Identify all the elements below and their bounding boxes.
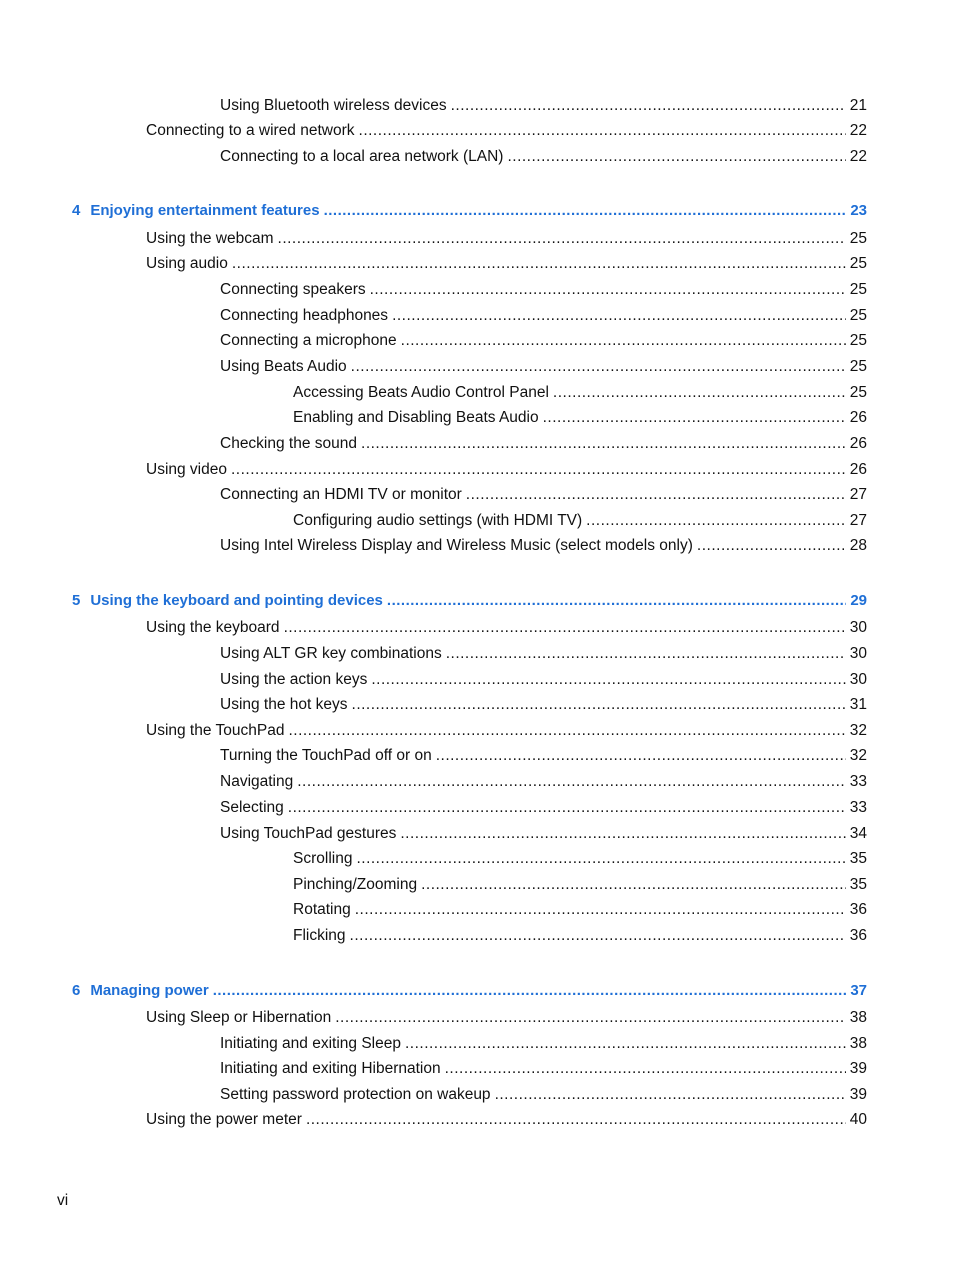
toc-page-number: 21 bbox=[849, 97, 867, 114]
toc-page-number: 40 bbox=[849, 1111, 867, 1128]
toc-entry-title: Connecting an HDMI TV or monitor bbox=[220, 486, 462, 503]
toc-page-number: 22 bbox=[849, 122, 867, 139]
toc-page-number: 25 bbox=[849, 255, 867, 272]
toc-page-number: 23 bbox=[850, 202, 867, 219]
dot-leader bbox=[351, 357, 846, 377]
toc-entry[interactable] bbox=[293, 383, 867, 403]
page-number-footer: vi bbox=[57, 1192, 69, 1209]
chapter-title: Managing power bbox=[90, 982, 209, 999]
dot-leader bbox=[355, 900, 846, 920]
dot-leader bbox=[436, 746, 846, 766]
dot-leader bbox=[350, 926, 846, 946]
dot-leader bbox=[446, 644, 846, 664]
toc-entry-title: Accessing Beats Audio Control Panel bbox=[293, 384, 549, 401]
toc-entry[interactable] bbox=[293, 511, 867, 531]
toc-entry[interactable] bbox=[293, 900, 867, 920]
toc-entry[interactable] bbox=[220, 306, 867, 326]
toc-entry[interactable] bbox=[220, 331, 867, 351]
toc-page-number: 30 bbox=[849, 619, 867, 636]
toc-page-number: 35 bbox=[849, 850, 867, 867]
toc-page-number: 30 bbox=[849, 671, 867, 688]
toc-entry[interactable] bbox=[146, 460, 867, 480]
toc-entry[interactable] bbox=[220, 824, 867, 844]
dot-leader bbox=[356, 849, 845, 869]
toc-page-number: 32 bbox=[849, 747, 867, 764]
toc-entry-title: Connecting speakers bbox=[220, 281, 366, 298]
toc-entry-title: Using the webcam bbox=[146, 230, 274, 247]
toc-entry-title: Using Sleep or Hibernation bbox=[146, 1009, 332, 1026]
dot-leader bbox=[297, 772, 846, 792]
toc-page-number: 25 bbox=[849, 358, 867, 375]
toc-entry-title: Setting password protection on wakeup bbox=[220, 1086, 491, 1103]
toc-entry-title: Connecting to a local area network (LAN) bbox=[220, 148, 504, 165]
toc-entry[interactable] bbox=[220, 357, 867, 377]
dot-leader bbox=[371, 670, 845, 690]
toc-entry-title: Using audio bbox=[146, 255, 228, 272]
toc-entry-title: Scrolling bbox=[293, 850, 353, 867]
toc-page-number: 36 bbox=[849, 901, 867, 918]
dot-leader bbox=[352, 695, 846, 715]
toc-entry-title: Pinching/Zooming bbox=[293, 876, 418, 893]
toc-page-number: 22 bbox=[849, 148, 867, 165]
toc-page-number: 26 bbox=[849, 461, 867, 478]
dot-leader bbox=[232, 254, 846, 274]
toc-page-number: 25 bbox=[849, 307, 867, 324]
toc-page-number: 25 bbox=[849, 332, 867, 349]
dot-leader bbox=[507, 147, 845, 167]
toc-entry[interactable] bbox=[220, 670, 867, 690]
dot-leader bbox=[335, 1008, 846, 1028]
toc-page-number: 30 bbox=[849, 645, 867, 662]
toc-entry[interactable] bbox=[220, 147, 867, 167]
toc-entry[interactable] bbox=[146, 1008, 867, 1028]
toc-entry-title: Connecting to a wired network bbox=[146, 122, 355, 139]
toc-entry-title: Turning the TouchPad off or on bbox=[220, 747, 432, 764]
toc-entry[interactable] bbox=[293, 408, 867, 428]
toc-entry-title: Using the power meter bbox=[146, 1111, 302, 1128]
dot-leader bbox=[359, 121, 846, 141]
toc-page-number: 39 bbox=[849, 1086, 867, 1103]
toc-entry[interactable] bbox=[220, 1059, 867, 1079]
dot-leader bbox=[586, 511, 846, 531]
toc-entry-title: Checking the sound bbox=[220, 435, 358, 452]
toc-chapter-6[interactable] bbox=[72, 981, 867, 1001]
toc-page-number: 29 bbox=[850, 592, 867, 609]
toc-entry[interactable] bbox=[146, 618, 867, 638]
toc-entry[interactable] bbox=[220, 485, 867, 505]
toc-page-number: 26 bbox=[849, 435, 867, 452]
toc-entry-title: Using Bluetooth wireless devices bbox=[220, 97, 447, 114]
toc-entry-title: Using Intel Wireless Display and Wireless Music (select models only) bbox=[220, 537, 693, 554]
toc-entry[interactable] bbox=[220, 695, 867, 715]
toc-entry-title: Initiating and exiting Hibernation bbox=[220, 1060, 441, 1077]
dot-leader bbox=[306, 1110, 846, 1130]
dot-leader bbox=[324, 201, 847, 221]
toc-entry-title: Connecting a microphone bbox=[220, 332, 397, 349]
toc-entry[interactable] bbox=[293, 849, 867, 869]
toc-entry[interactable] bbox=[220, 644, 867, 664]
toc-page-number: 25 bbox=[849, 384, 867, 401]
toc-entry[interactable] bbox=[220, 1085, 867, 1105]
toc-page-number: 27 bbox=[849, 486, 867, 503]
toc-page-number: 26 bbox=[849, 409, 867, 426]
toc-chapter-5[interactable] bbox=[72, 591, 867, 611]
dot-leader bbox=[284, 618, 846, 638]
toc-page-number: 33 bbox=[849, 799, 867, 816]
toc-entry[interactable] bbox=[220, 772, 867, 792]
chapter-number: 5 bbox=[72, 592, 81, 609]
dot-leader bbox=[445, 1059, 846, 1079]
toc-entry[interactable] bbox=[220, 96, 867, 116]
toc-entry-title: Enabling and Disabling Beats Audio bbox=[293, 409, 539, 426]
toc-entry-title: Using the action keys bbox=[220, 671, 368, 688]
dot-leader bbox=[213, 981, 847, 1001]
toc-entry-title: Selecting bbox=[220, 799, 284, 816]
toc-entry-title: Using the hot keys bbox=[220, 696, 348, 713]
toc-entry-title: Using video bbox=[146, 461, 227, 478]
toc-page-number: 37 bbox=[850, 982, 867, 999]
toc-entry-title: Using the keyboard bbox=[146, 619, 280, 636]
dot-leader bbox=[543, 408, 846, 428]
dot-leader bbox=[421, 875, 846, 895]
toc-entry[interactable] bbox=[146, 721, 867, 741]
toc-entry-title: Using TouchPad gestures bbox=[220, 825, 397, 842]
toc-entry[interactable] bbox=[146, 121, 867, 141]
dot-leader bbox=[697, 536, 846, 556]
toc-page-number: 38 bbox=[849, 1009, 867, 1026]
dot-leader bbox=[495, 1085, 846, 1105]
dot-leader bbox=[361, 434, 846, 454]
toc-page-number: 25 bbox=[849, 281, 867, 298]
toc-entry[interactable] bbox=[220, 798, 867, 818]
dot-leader bbox=[370, 280, 846, 300]
dot-leader bbox=[392, 306, 846, 326]
dot-leader bbox=[400, 824, 845, 844]
dot-leader bbox=[288, 798, 846, 818]
toc-page-number: 33 bbox=[849, 773, 867, 790]
toc-page-number: 35 bbox=[849, 876, 867, 893]
toc-entry[interactable] bbox=[293, 926, 867, 946]
toc-page-number: 38 bbox=[849, 1035, 867, 1052]
dot-leader bbox=[231, 460, 846, 480]
toc-entry[interactable] bbox=[220, 434, 867, 454]
toc-entry[interactable] bbox=[220, 1034, 867, 1054]
toc-entry-title: Flicking bbox=[293, 927, 346, 944]
toc-entry-title: Using Beats Audio bbox=[220, 358, 347, 375]
toc-entry-title: Configuring audio settings (with HDMI TV) bbox=[293, 512, 583, 529]
dot-leader bbox=[288, 721, 845, 741]
toc-page-number: 39 bbox=[849, 1060, 867, 1077]
toc-page-number: 27 bbox=[849, 512, 867, 529]
toc-entry-title: Navigating bbox=[220, 773, 294, 790]
toc-entry[interactable] bbox=[146, 229, 867, 249]
toc-page-number: 34 bbox=[849, 825, 867, 842]
toc-page-number: 36 bbox=[849, 927, 867, 944]
toc-entry[interactable] bbox=[220, 536, 867, 556]
dot-leader bbox=[387, 591, 846, 611]
toc-page-number: 28 bbox=[849, 537, 867, 554]
toc-page-number: 31 bbox=[849, 696, 867, 713]
toc-page-number: 32 bbox=[849, 722, 867, 739]
chapter-number: 6 bbox=[72, 982, 81, 999]
toc-entry-title: Using the TouchPad bbox=[146, 722, 285, 739]
toc-entry[interactable] bbox=[146, 1110, 867, 1130]
toc-page-number: 25 bbox=[849, 230, 867, 247]
toc-entry-title: Connecting headphones bbox=[220, 307, 389, 324]
dot-leader bbox=[553, 383, 846, 403]
toc-chapter-4[interactable] bbox=[72, 201, 867, 221]
toc-entry[interactable] bbox=[220, 746, 867, 766]
toc-entry-title: Using ALT GR key combinations bbox=[220, 645, 442, 662]
toc-entry-title: Rotating bbox=[293, 901, 351, 918]
chapter-number: 4 bbox=[72, 202, 81, 219]
dot-leader bbox=[466, 485, 846, 505]
chapter-title: Enjoying entertainment features bbox=[90, 202, 320, 219]
chapter-title: Using the keyboard and pointing devices bbox=[90, 592, 383, 609]
dot-leader bbox=[278, 229, 846, 249]
dot-leader bbox=[405, 1034, 846, 1054]
toc-entry[interactable] bbox=[220, 280, 867, 300]
toc-entry[interactable] bbox=[146, 254, 867, 274]
dot-leader bbox=[451, 96, 846, 116]
toc-entry[interactable] bbox=[293, 875, 867, 895]
dot-leader bbox=[401, 331, 846, 351]
toc-entry-title: Initiating and exiting Sleep bbox=[220, 1035, 401, 1052]
